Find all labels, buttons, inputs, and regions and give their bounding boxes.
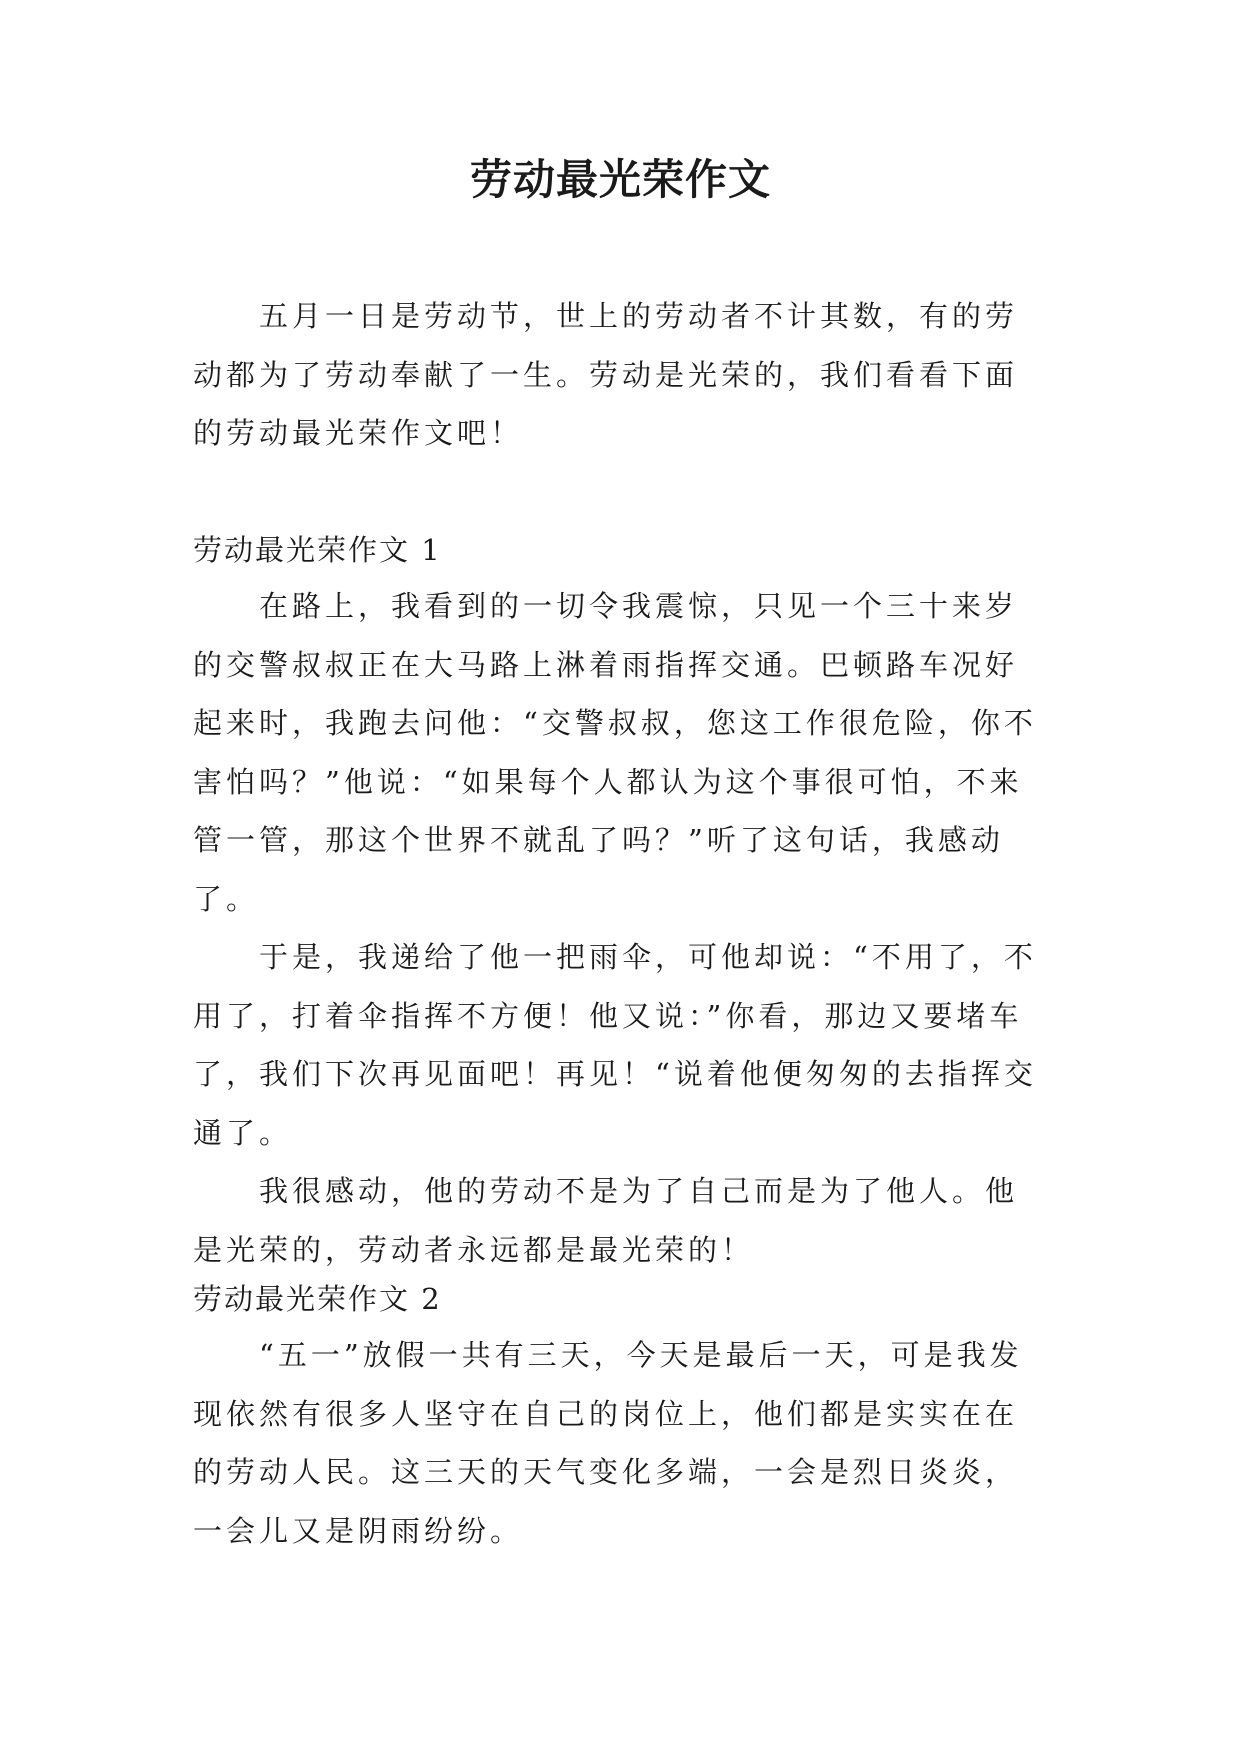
essay-2-body <box>193 1326 1049 1560</box>
intro-paragraph: 五月一日是劳动节，世上的劳动者不计其数，有的劳动都为了劳动奉献了一生。劳动是光荣的，我们看看下面的劳动最光荣作文吧！ <box>193 299 1019 450</box>
section-heading-1: 劳动最光荣作文 1 <box>193 533 442 567</box>
essay-1-paragraph-2: 于是，我递给了他一把雨伞，可他却说：“不用了，不用了，打着伞指挥不方便！他又说：”你看，那边又要堵车了，我们下次再见面吧！再见！“说着他便匆匆的去指挥交通了。 <box>193 940 1037 1150</box>
essay-1-body <box>193 577 1049 1279</box>
section-heading-2: 劳动最光荣作文 2 <box>193 1282 442 1316</box>
essay-1-paragraph-1: 在路上，我看到的一切令我震惊，只见一个三十来岁的交警叔叔正在大马路上淋着雨指挥交通。巴顿路车况好起来时，我跑去问他：“交警叔叔，您这工作很危险，你不害怕吗？”他说：“如果每个人都认为这个事很可怕，不来管一管，那这个世界不就乱了吗？”听了这句话，我感动了。 <box>193 589 1037 916</box>
document-title: 劳动最光荣作文 <box>469 155 771 204</box>
essay-1-paragraph-3: 我很感动，他的劳动不是为了自己而是为了他人。他是光荣的，劳动者永远都是最光荣的！ <box>193 1174 1019 1267</box>
essay-2-paragraph-1: “五一”放假一共有三天，今天是最后一天，可是我发现依然有很多人坚守在自己的岗位上，他们都是实实在在的劳动人民。这三天的天气变化多端，一会是烈日炎炎，一会儿又是阴雨纷纷。 <box>193 1338 1023 1548</box>
intro-block <box>193 287 1049 463</box>
